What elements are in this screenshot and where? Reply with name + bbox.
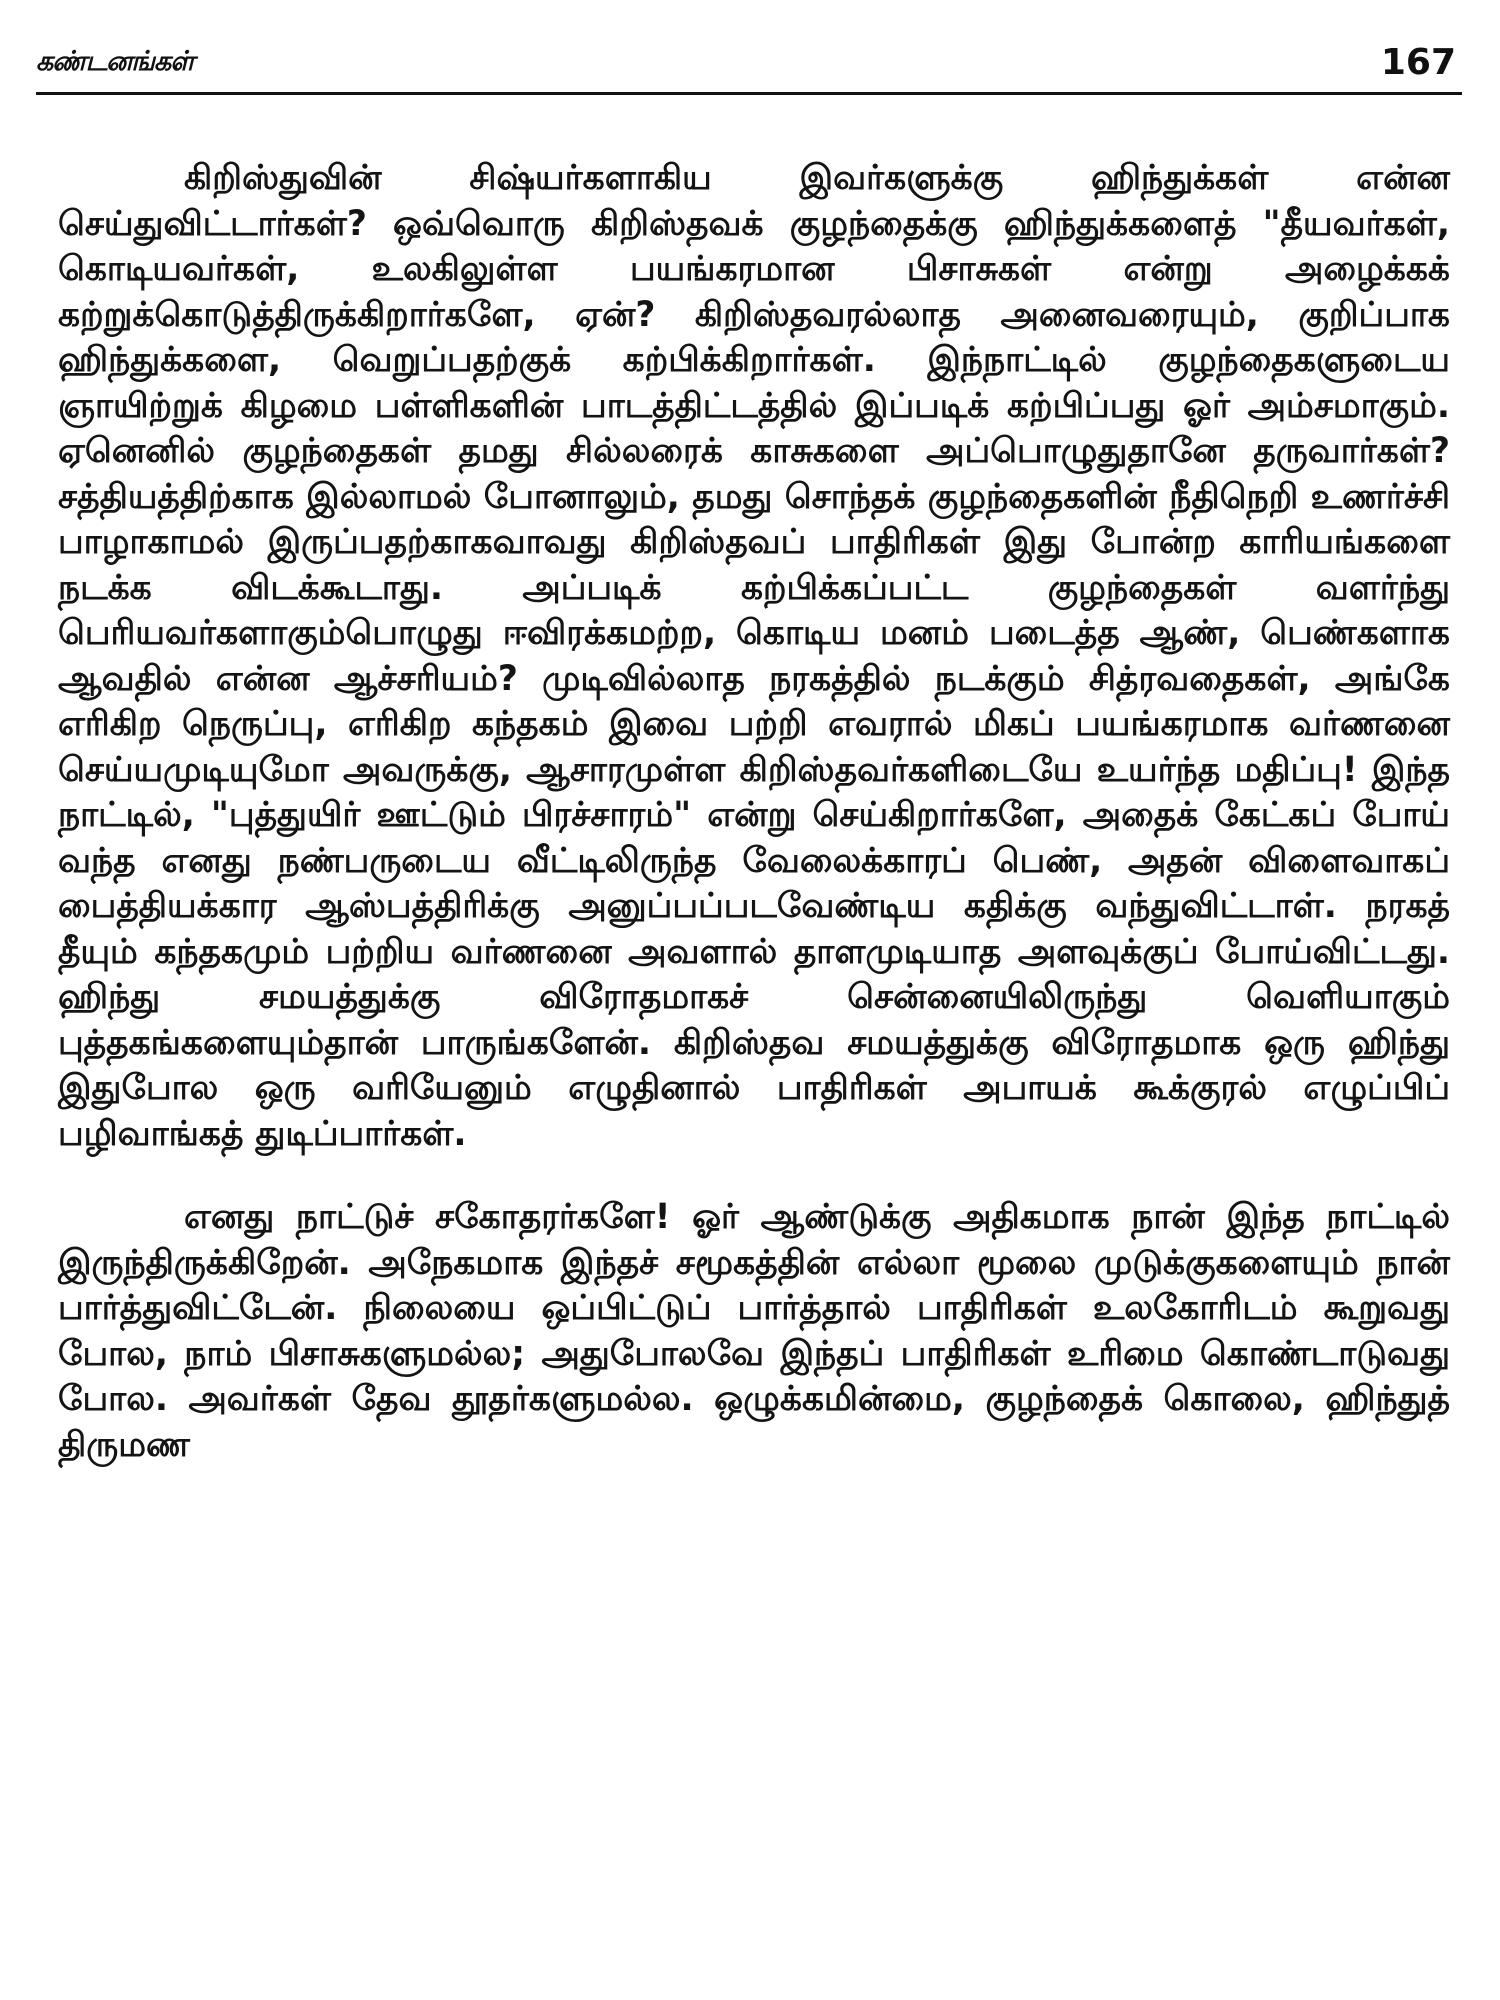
page-header — [36, 42, 1462, 90]
running-title: கண்டனங்கள் — [36, 46, 194, 77]
paragraph-2: எனது நாட்டுச் சகோதரர்களே! ஓர் ஆண்டுக்கு அதிகமாக நான் இந்த நாட்டில் இருந்திருக்கிறேன். அநேகமாக இந்தச் சமூகத்தின் எல்லா மூலை முடுக்குகளையும் நான் பார்த்துவிட்டேன். நிலையை ஒப்பிட்டுப் பார்த்தால் பாதிரிகள் உலகோரிடம் கூறுவது போல, நாம் பிசாசுகளுமல்ல; அதுபோலவே இந்தப் பாதிரிகள் உரிமை கொண்டாடுவது போல. அவர்கள் தேவ தூதர்களுமல்ல. ஒழுக்கமின்மை, குழந்தைக் கொலை, ஹிந்துத் திருமண — [58, 1197, 1450, 1465]
page-number: 167 — [1380, 42, 1456, 83]
body-text — [58, 156, 1450, 1468]
paragraph-1: கிறிஸ்துவின் சிஷ்யர்களாகிய இவர்களுக்கு ஹிந்துக்கள் என்ன செய்துவிட்டார்கள்? ஒவ்வொரு கிறிஸ்தவக் குழந்தைக்கு ஹிந்துக்களைத் "தீயவர்கள், கொடியவர்கள், உலகிலுள்ள பயங்கரமான பிசாசுகள் என்று அழைக்கக் கற்றுக்கொடுத்திருக்கிறார்களே, ஏன்? கிறிஸ்தவரல்லாத அனைவரையும், குறிப்பாக ஹிந்துக்களை, வெறுப்பதற்குக் கற்பிக்கிறார்கள். இந்நாட்டில் குழந்தைகளுடைய ஞாயிற்றுக் கிழமை பள்ளிகளின் பாடத்திட்டத்தில் இப்படிக் கற்பிப்பது ஓர் அம்சமாகும். ஏனெனில் குழந்தைகள் தமது சில்லரைக் காசுகளை அப்பொழுதுதானே தருவார்கள்? சத்தியத்திற்காக இல்லாமல் போனாலும், தமது சொந்தக் குழந்தைகளின் நீதிநெறி உணர்ச்சி பாழாகாமல் இருப்பதற்காகவாவது கிறிஸ்தவப் பாதிரிகள் இது போன்ற காரியங்களை நடக்க விடக்கூடாது. அப்படிக் கற்பிக்கப்பட்ட குழந்தைகள் வளர்ந்து பெரியவர்களாகும்பொழுது ஈவிரக்கமற்ற, கொடிய மனம் படைத்த ஆண், பெண்களாக ஆவதில் என்ன ஆச்சரியம்? முடிவில்லாத நரகத்தில் நடக்கும் சித்ரவதைகள், அங்கே எரிகிற நெருப்பு, எரிகிற கந்தகம் இவை பற்றி எவரால் மிகப் பயங்கரமாக வர்ணனை செய்யமுடியுமோ அவருக்கு, ஆசாரமுள்ள கிறிஸ்தவர்களிடையே உயர்ந்த மதிப்பு! இந்த நாட்டில், "புத்துயிர் ஊட்டும் பிரச்சாரம்" என்று செய்கிறார்களே, அதைக் கேட்கப் போய் வந்த எனது நண்பருடைய வீட்டிலிருந்த வேலைக்காரப் பெண், அதன் விளைவாகப் பைத்தியக்கார ஆஸ்பத்திரிக்கு அனுப்பப்படவேண்டிய கதிக்கு வந்துவிட்டாள். நரகத் தீயும் கந்தகமும் பற்றிய வர்ணனை அவளால் தாளமுடியாத அளவுக்குப் போய்விட்டது. ஹிந்து சமயத்துக்கு விரோதமாகச் சென்னையிலிருந்து வெளியாகும் புத்தகங்களையும்தான் பாருங்களேன். கிறிஸ்தவ சமயத்துக்கு விரோதமாக ஒரு ஹிந்து இதுபோல ஒரு வரியேனும் எழுதினால் பாதிரிகள் அபாயக் கூக்குரல் எழுப்பிப் பழிவாங்கத் துடிப்பார்கள். — [58, 158, 1450, 1154]
header-rule — [36, 92, 1462, 95]
